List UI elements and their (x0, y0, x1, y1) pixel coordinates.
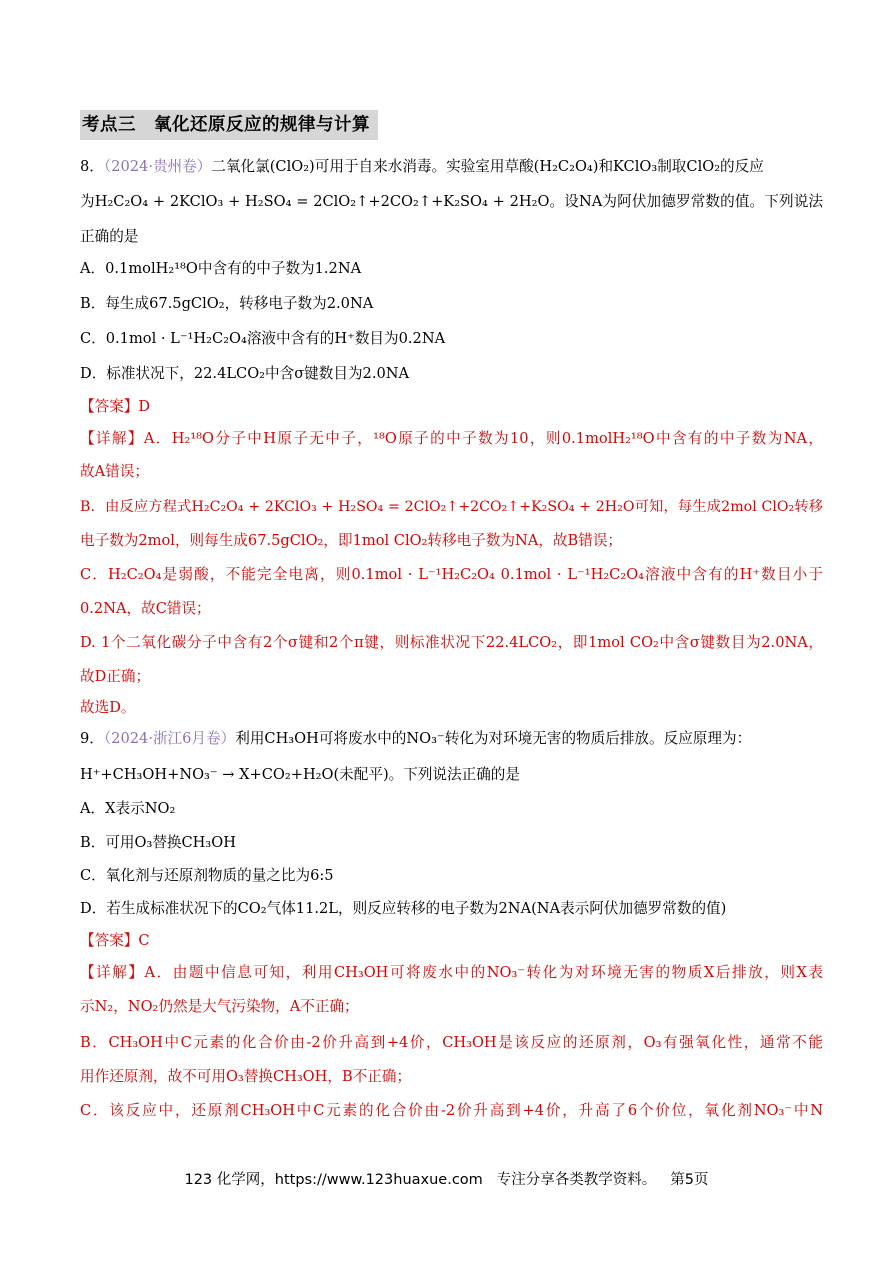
q9-explanation-line-2: 示N₂，NO₂仍然是大气污染物，A不正确； (80, 998, 359, 1015)
q8-explanation-line-7: D. 1个二氧化碳分子中含有2个σ键和2个π键，则标准状况下22.4LCO₂，即1mol CO₂中含σ键数目为2.0NA， (80, 634, 823, 651)
q9-explanation-line-5: C．该反应中，还原剂CH₃OH中C元素的化合价由-2价升高到+4价，升高了6个价位，氧化剂NO₃⁻中N (80, 1102, 823, 1119)
footer-slogan: 专注分享各类教学资料。 (496, 1172, 657, 1188)
q8-explanation-line-1: 【详解】A．H₂¹⁸O分子中H原子无中子，¹⁸O原子的中子数为10，则0.1molH₂¹⁸O中含有的中子数为NA， (80, 430, 823, 447)
q9-stem-line-1: 9．（2024·浙江6月卷）利用CH₃OH可将废水中的NO₃⁻转化为对环境无害的物质后排放。反应原理为： (80, 730, 752, 747)
q8-explanation-line-8: 故D正确； (80, 668, 151, 685)
q9-stem-line-2: H⁺+CH₃OH+NO₃⁻ → X+CO₂+H₂O(未配平)。下列说法正确的是 (80, 766, 520, 783)
q9-explanation-line-4: 用作还原剂，故不可用O₃替换CH₃OH，B不正确； (80, 1068, 412, 1085)
q8-explanation-line-9: 故选D。 (80, 699, 136, 716)
q9-option-d: D．若生成标准状况下的CO₂气体11.2L，则反应转移的电子数为2NA(NA表示阿伏加德罗常数的值) (80, 900, 727, 917)
q8-stem-line-1: 8．（2024·贵州卷）二氧化氯(ClO₂)可用于自来水消毒。实验室用草酸(H₂C₂O₄)和KClO₃制取ClO₂的反应 (80, 158, 764, 175)
q9-option-b: B．可用O₃替换CH₃OH (80, 834, 236, 851)
q8-option-a: A．0.1molH₂¹⁸O中含有的中子数为1.2NA (80, 260, 362, 277)
footer-site: 123 化学网，https://www.123huaxue.com (184, 1172, 483, 1188)
q9-explanation-line-3: B．CH₃OH中C元素的化合价由-2价升高到+4价，CH₃OH是该反应的还原剂，O₃有强氧化性，通常不能 (80, 1034, 823, 1051)
q8-explanation-line-5: C．H₂C₂O₄是弱酸，不能完全电离，则0.1mol · L⁻¹H₂C₂O₄ 0.1mol · L⁻¹H₂C₂O₄溶液中含有的H⁺数目小于 (80, 566, 823, 583)
q8-explanation-line-3: B．由反应方程式H₂C₂O₄ + 2KClO₃ + H₂SO₄ = 2ClO₂↑+2CO₂↑+K₂SO₄ + 2H₂O可知，每生成2mol ClO₂转移 (80, 499, 823, 515)
q8-explanation-line-2: 故A错误； (80, 463, 149, 480)
section-title: 考点三 氧化还原反应的规律与计算 (80, 110, 378, 140)
q9-explanation-line-1: 【详解】A．由题中信息可知，利用CH₃OH可将废水中的NO₃⁻转化为对环境无害的物质X后排放，则X表 (80, 964, 823, 981)
q8-answer: 【答案】D (80, 398, 151, 415)
q8-option-d: D．标准状况下，22.4LCO₂中含σ键数目为2.0NA (80, 365, 410, 382)
q8-explanation-line-6: 0.2NA，故C错误； (80, 600, 211, 617)
footer-page-number: 第5页 (670, 1172, 709, 1188)
question-number: 9． (80, 730, 104, 747)
q8-stem-line-2: 为H₂C₂O₄ + 2KClO₃ + H₂SO₄ = 2ClO₂↑+2CO₂↑+K₂SO₄ + 2H₂O。设NA为阿伏加德罗常数的值。下列说法 (80, 193, 823, 210)
q8-explanation-line-4: 电子数为2mol，则每生成67.5gClO₂，即1mol ClO₂转移电子数为NA，故B错误； (80, 532, 623, 549)
q8-option-b: B．每生成67.5gClO₂，转移电子数为2.0NA (80, 295, 374, 312)
question-source: （2024·浙江6月卷） (103, 730, 236, 747)
q9-answer: 【答案】C (80, 932, 150, 949)
question-source: （2024·贵州卷） (103, 158, 212, 175)
q8-option-c: C．0.1mol · L⁻¹H₂C₂O₄溶液中含有的H⁺数目为0.2NA (80, 330, 446, 347)
q9-option-a: A．X表示NO₂ (80, 800, 176, 817)
question-number: 8． (80, 158, 104, 175)
page-footer (0, 1168, 893, 1189)
q9-option-c: C．氧化剂与还原剂物质的量之比为6:5 (80, 867, 334, 884)
q8-stem-line-3: 正确的是 (80, 228, 139, 245)
